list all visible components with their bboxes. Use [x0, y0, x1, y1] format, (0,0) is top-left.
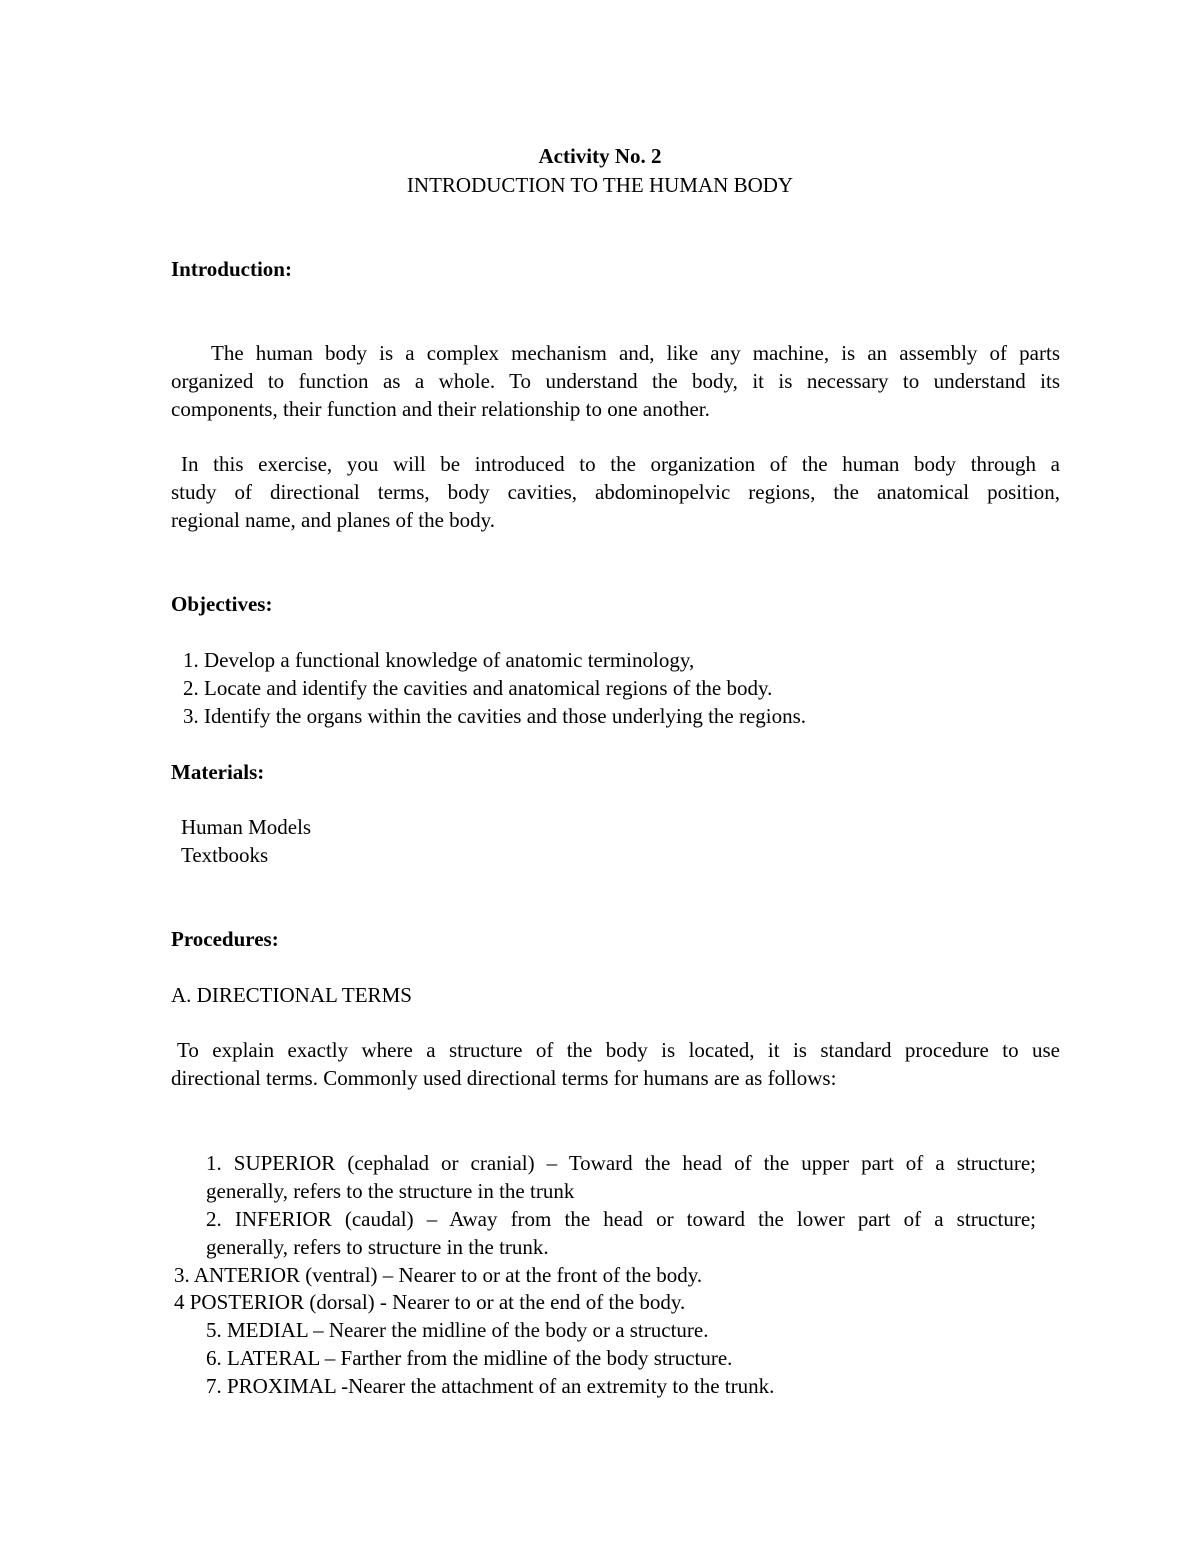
material-item: Textbooks — [181, 843, 269, 867]
material-item: Human Models — [181, 815, 312, 839]
term-superior — [206, 1149, 1036, 1205]
materials-heading: Materials: — [171, 760, 265, 784]
text-line: To explain exactly where a structure of the body is located, it is standard procedure to use — [177, 1038, 1060, 1062]
text-line: generally, refers to structure in the trunk. — [206, 1235, 549, 1259]
text-line: directional terms. Commonly used directional terms for humans are as follows: — [171, 1066, 837, 1090]
directional-terms-intro — [171, 1036, 1060, 1092]
objective-item: 2. Locate and identify the cavities and anatomical regions of the body. — [183, 676, 773, 700]
introduction-paragraph-2 — [171, 450, 1060, 534]
text-line: 1. SUPERIOR (cephalad or cranial) – Toward the head of the upper part of a structure; — [206, 1151, 1036, 1175]
term-inferior — [206, 1205, 1036, 1261]
procedures-heading: Procedures: — [171, 927, 279, 951]
text-line: generally, refers to the structure in the trunk — [206, 1179, 575, 1203]
objective-item: 1. Develop a functional knowledge of anatomic terminology, — [183, 648, 695, 672]
text-line: regional name, and planes of the body. — [171, 508, 496, 532]
text-line: components, their function and their relationship to one another. — [171, 397, 710, 421]
text-line: In this exercise, you will be introduced to the organization of the human body through a — [181, 452, 1060, 476]
objectives-heading: Objectives: — [171, 592, 273, 616]
text-line: organized to function as a whole. To understand the body, it is necessary to understand its — [171, 369, 1060, 393]
term-lateral: 6. LATERAL – Farther from the midline of the body structure. — [206, 1346, 733, 1370]
term-anterior: 3. ANTERIOR (ventral) – Nearer to or at the front of the body. — [174, 1263, 703, 1287]
text-line: The human body is a complex mechanism and, like any machine, is an assembly of parts — [211, 341, 1060, 365]
term-medial: 5. MEDIAL – Nearer the midline of the body or a structure. — [206, 1318, 709, 1342]
text-line: 2. INFERIOR (caudal) – Away from the head or toward the lower part of a structure; — [206, 1207, 1036, 1231]
introduction-heading: Introduction: — [171, 257, 292, 281]
term-proximal: 7. PROXIMAL -Nearer the attachment of an extremity to the trunk. — [206, 1374, 775, 1398]
introduction-paragraph-1 — [171, 339, 1060, 423]
objective-item: 3. Identify the organs within the cavities and those underlying the regions. — [183, 704, 807, 728]
document-title: INTRODUCTION TO THE HUMAN BODY — [406, 173, 794, 197]
text-line: study of directional terms, body cavities, abdominopelvic regions, the anatomical position, — [171, 480, 1060, 504]
activity-number: Activity No. 2 — [538, 144, 662, 168]
term-posterior: 4 POSTERIOR (dorsal) - Nearer to or at the end of the body. — [174, 1290, 686, 1314]
section-a-heading: A. DIRECTIONAL TERMS — [171, 983, 412, 1007]
